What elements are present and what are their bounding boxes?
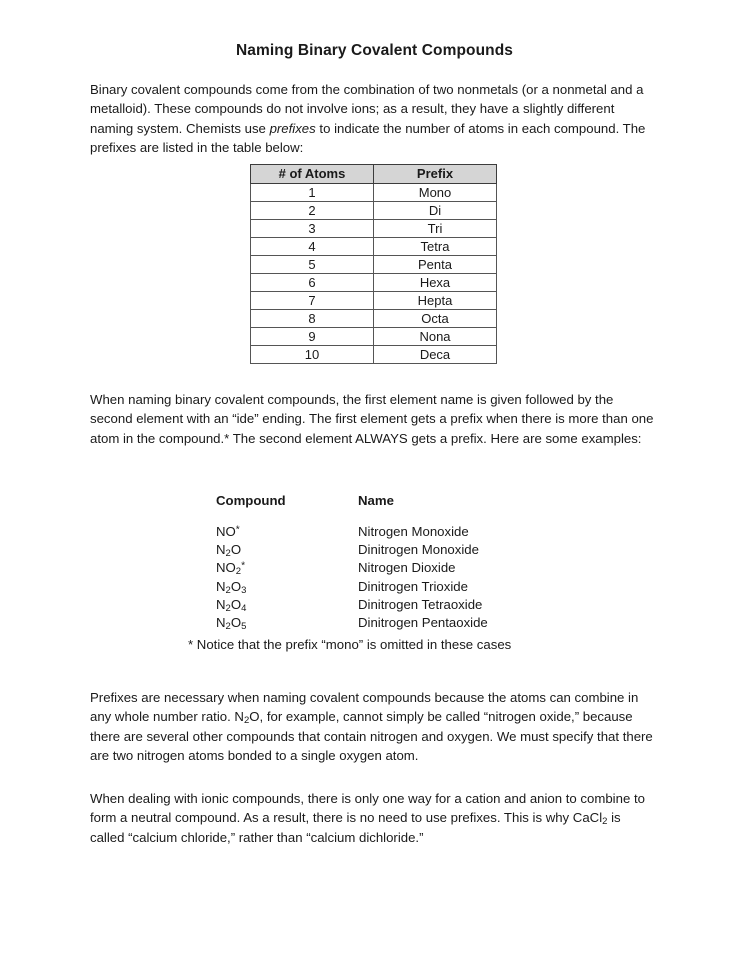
formula-part-2: O — [230, 614, 242, 630]
table-row — [251, 346, 497, 364]
examples-list — [216, 492, 588, 632]
intro-text-b: to indicate the number of atoms in each compound. The prefixes are listed in the table below: — [90, 120, 646, 156]
example-formula — [216, 578, 358, 596]
ionic-text-b: is called “calcium chloride,” rather than “calcium dichloride.” — [90, 810, 621, 845]
ratio-subscript: 2 — [243, 715, 250, 727]
formula-sub-2: 5 — [241, 621, 247, 633]
examples-header-row — [216, 492, 588, 510]
cell-atoms: 6 — [251, 274, 374, 292]
example-row — [216, 614, 588, 632]
ionic-subscript: 2 — [602, 816, 608, 828]
formula-footnote-marker: * — [235, 524, 240, 536]
example-formula — [216, 559, 358, 577]
cell-atoms: 8 — [251, 310, 374, 328]
example-name: Dinitrogen Pentaoxide — [358, 614, 488, 630]
example-formula — [216, 523, 358, 541]
cell-atoms: 4 — [251, 238, 374, 256]
footnote-mono-omitted: * Notice that the prefix “mono” is omitted in these cases — [188, 637, 512, 652]
paragraph-whole-number-ratio — [90, 688, 656, 766]
page-title: Naming Binary Covalent Compounds — [235, 42, 514, 59]
example-row — [216, 541, 588, 559]
example-formula — [216, 596, 358, 614]
example-name: Nitrogen Dioxide — [358, 560, 456, 576]
examples-header-name: Name — [358, 493, 394, 508]
cell-atoms: 5 — [251, 256, 374, 274]
table-row — [251, 256, 497, 274]
table-row — [251, 184, 497, 202]
cell-atoms: 10 — [251, 346, 374, 364]
example-row — [216, 596, 588, 614]
example-name: Dinitrogen Tetraoxide — [358, 596, 483, 612]
example-name: Dinitrogen Trioxide — [358, 578, 468, 594]
examples-header-compound: Compound — [216, 493, 286, 508]
cell-prefix: Tetra — [374, 238, 497, 256]
example-name: Dinitrogen Monoxide — [358, 542, 479, 558]
intro-italic-prefixes: prefixes — [269, 120, 316, 136]
cell-prefix: Penta — [374, 256, 497, 274]
table-row — [251, 292, 497, 310]
ionic-text-a: When dealing with ionic compounds, there is only one way for a cation and anion to combine to form a neutral compound. As a result, there is no need to use prefixes. This is why CaCl — [90, 791, 645, 826]
paragraph-ionic-compounds — [90, 789, 656, 847]
formula-part-1: NO — [216, 560, 236, 576]
cell-prefix: Deca — [374, 346, 497, 364]
formula-sub-1: 2 — [225, 602, 231, 614]
cell-prefix: Di — [374, 202, 497, 220]
column-header-prefix: Prefix — [374, 165, 497, 184]
table-row — [251, 328, 497, 346]
example-formula — [216, 541, 358, 559]
formula-footnote-marker: * — [241, 560, 246, 572]
ratio-text-b: O, for example, cannot simply be called “nitrogen oxide,” because there are several other compounds that contain nitrogen and oxygen. We must specify that there are two nitrogen atoms bonded to a single oxygen atom. — [90, 709, 653, 764]
table-row — [251, 202, 497, 220]
paragraph-introduction — [90, 80, 656, 158]
formula-part-1: NO — [216, 524, 236, 539]
cell-atoms: 1 — [251, 184, 374, 202]
cell-prefix: Octa — [374, 310, 497, 328]
cell-prefix: Tri — [374, 220, 497, 238]
example-row — [216, 578, 588, 596]
formula-part-1: N — [216, 596, 226, 612]
cell-atoms: 2 — [251, 202, 374, 220]
intro-text-a: Binary covalent compounds come from the combination of two nonmetals (or a nonmetal and a metalloid). These compounds do not involve ions; as a result, they have a slightly different naming system. Chemists use — [90, 82, 644, 136]
cell-atoms: 9 — [251, 328, 374, 346]
cell-atoms: 7 — [251, 292, 374, 310]
column-header-atoms: # of Atoms — [251, 165, 374, 184]
example-formula — [216, 614, 358, 632]
cell-atoms: 3 — [251, 220, 374, 238]
formula-sub-1: 2 — [225, 621, 231, 633]
table-row — [251, 310, 497, 328]
ratio-text-a: Prefixes are necessary when naming covalent compounds because the atoms can combine in any whole number ratio. N — [90, 690, 639, 725]
example-row — [216, 559, 588, 577]
table-row — [251, 238, 497, 256]
formula-sub-2: 3 — [241, 584, 247, 596]
table-header-row — [251, 165, 497, 184]
table-row — [251, 274, 497, 292]
cell-prefix: Hepta — [374, 292, 497, 310]
formula-sub-1: 2 — [225, 548, 231, 560]
example-name: Nitrogen Monoxide — [358, 524, 469, 539]
formula-part-2: O — [230, 596, 242, 612]
formula-part-2: O — [230, 542, 242, 558]
formula-sub-2: 4 — [241, 602, 247, 614]
formula-sub-2: 2 — [235, 566, 242, 578]
cell-prefix: Mono — [374, 184, 497, 202]
prefix-table — [250, 164, 497, 364]
paragraph-naming-rules: When naming binary covalent compounds, the first element name is given followed by the second element with an “ide” ending. The first element gets a prefix when there is more than one atom in the compound.* The second element ALWAYS gets a prefix. Here are some examples: — [90, 392, 654, 446]
cell-prefix: Hexa — [374, 274, 497, 292]
table-row — [251, 220, 497, 238]
formula-part-2: O — [230, 578, 242, 594]
formula-part-1: N — [216, 578, 226, 594]
formula-part-1: N — [216, 542, 226, 558]
formula-part-1: N — [216, 614, 226, 630]
example-row — [216, 523, 588, 541]
formula-sub-1: 2 — [225, 584, 231, 596]
cell-prefix: Nona — [374, 328, 497, 346]
